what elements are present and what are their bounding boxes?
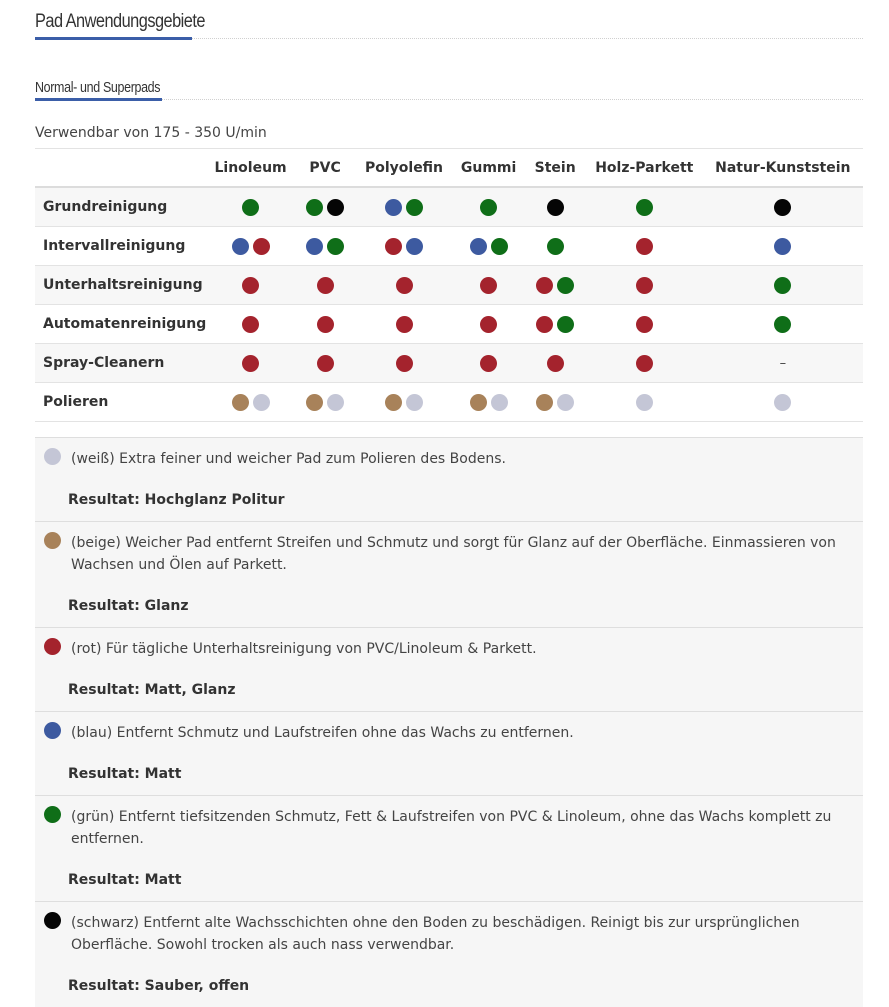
header-empty bbox=[35, 149, 206, 188]
column-header: Polyolefin bbox=[355, 149, 453, 188]
table-cell bbox=[355, 187, 453, 227]
black-pad-dot bbox=[774, 199, 791, 216]
table-cell bbox=[355, 344, 453, 383]
legend-description: (rot) Für tägliche Unterhaltsreinigung von PVC/Linoleum & Parkett. bbox=[71, 641, 537, 657]
table-cell bbox=[355, 266, 453, 305]
blue-pad-dot bbox=[406, 238, 423, 255]
table-cell bbox=[355, 227, 453, 266]
subsection-title: Normal- und Superpads bbox=[35, 80, 161, 96]
green-pad-dot bbox=[480, 199, 497, 216]
column-header: Natur-Kunststein bbox=[703, 149, 863, 188]
green-pad-dot bbox=[44, 806, 61, 823]
legend-result: Resultat: Matt bbox=[68, 872, 182, 888]
legend-description: (schwarz) Entfernt alte Wachsschichten ohne den Boden zu beschädigen. Reinigt bis zur ursprünglichen Oberfläche. Sowohl trocken als auch nass verwendbar. bbox=[71, 915, 800, 953]
beige-pad-dot bbox=[536, 394, 553, 411]
red-pad-dot bbox=[317, 355, 334, 372]
black-pad-dot bbox=[327, 199, 344, 216]
red-pad-dot bbox=[480, 277, 497, 294]
table-cell bbox=[586, 344, 703, 383]
red-pad-dot bbox=[396, 277, 413, 294]
beige-pad-dot bbox=[306, 394, 323, 411]
blue-pad-dot bbox=[774, 238, 791, 255]
table-cell bbox=[703, 187, 863, 227]
rpm-note: Verwendbar von 175 - 350 U/min bbox=[35, 125, 267, 141]
legend-description: (grün) Entfernt tiefsitzenden Schmutz, Fett & Laufstreifen von PVC & Linoleum, ohne das Wachs komplett zu entfernen. bbox=[71, 809, 832, 847]
red-pad-dot bbox=[317, 277, 334, 294]
green-pad-dot bbox=[557, 277, 574, 294]
red-pad-dot bbox=[242, 316, 259, 333]
red-pad-dot bbox=[396, 316, 413, 333]
legend-description: (blau) Entfernt Schmutz und Laufstreifen ohne das Wachs zu entfernen. bbox=[71, 725, 574, 741]
table-cell bbox=[586, 187, 703, 227]
red-pad-dot bbox=[536, 316, 553, 333]
green-pad-dot bbox=[242, 199, 259, 216]
legend-item bbox=[35, 711, 863, 795]
table-cell bbox=[206, 187, 295, 227]
green-pad-dot bbox=[774, 316, 791, 333]
legend-description: (weiß) Extra feiner und weicher Pad zum Polieren des Bodens. bbox=[71, 451, 506, 467]
red-pad-dot bbox=[44, 638, 61, 655]
table-cell bbox=[206, 383, 295, 422]
green-pad-dot bbox=[774, 277, 791, 294]
pad-usage-table bbox=[35, 148, 863, 422]
red-pad-dot bbox=[396, 355, 413, 372]
column-header: Gummi bbox=[453, 149, 525, 188]
red-pad-dot bbox=[636, 277, 653, 294]
black-pad-dot bbox=[44, 912, 61, 929]
heading-underline bbox=[35, 37, 192, 40]
table-cell bbox=[206, 344, 295, 383]
red-pad-dot bbox=[636, 355, 653, 372]
table-cell bbox=[524, 305, 586, 344]
page-title: Pad Anwendungsgebiete bbox=[35, 11, 205, 32]
table-cell bbox=[524, 266, 586, 305]
blue-pad-dot bbox=[232, 238, 249, 255]
table-cell bbox=[524, 383, 586, 422]
red-pad-dot bbox=[242, 277, 259, 294]
table-cell bbox=[703, 383, 863, 422]
section-heading bbox=[35, 8, 863, 39]
blue-pad-dot bbox=[44, 722, 61, 739]
row-label: Automatenreinigung bbox=[35, 305, 206, 344]
green-pad-dot bbox=[636, 199, 653, 216]
table-row bbox=[35, 383, 863, 422]
row-label: Unterhaltsreinigung bbox=[35, 266, 206, 305]
row-label: Spray-Cleanern bbox=[35, 344, 206, 383]
row-label: Polieren bbox=[35, 383, 206, 422]
legend-item bbox=[35, 437, 863, 521]
red-pad-dot bbox=[536, 277, 553, 294]
table-cell bbox=[295, 305, 355, 344]
table-cell bbox=[453, 227, 525, 266]
table-row bbox=[35, 305, 863, 344]
white-pad-dot bbox=[636, 394, 653, 411]
legend-description: (beige) Weicher Pad entfernt Streifen und Schmutz und sorgt für Glanz auf der Oberfläche. Einmassieren von Wachsen und Ölen auf Parkett. bbox=[71, 535, 836, 573]
red-pad-dot bbox=[636, 238, 653, 255]
table-cell bbox=[295, 227, 355, 266]
red-pad-dot bbox=[480, 355, 497, 372]
red-pad-dot bbox=[636, 316, 653, 333]
legend-result: Resultat: Sauber, offen bbox=[68, 978, 250, 994]
white-pad-dot bbox=[44, 448, 61, 465]
table-row bbox=[35, 227, 863, 266]
beige-pad-dot bbox=[44, 532, 61, 549]
red-pad-dot bbox=[253, 238, 270, 255]
row-label: Intervallreinigung bbox=[35, 227, 206, 266]
green-pad-dot bbox=[491, 238, 508, 255]
green-pad-dot bbox=[306, 199, 323, 216]
subheading-underline bbox=[35, 98, 162, 101]
legend-result: Resultat: Matt bbox=[68, 766, 182, 782]
beige-pad-dot bbox=[232, 394, 249, 411]
green-pad-dot bbox=[327, 238, 344, 255]
legend-item bbox=[35, 521, 863, 627]
green-pad-dot bbox=[547, 238, 564, 255]
table-row bbox=[35, 187, 863, 227]
table-cell bbox=[206, 305, 295, 344]
table-row bbox=[35, 344, 863, 383]
table-cell bbox=[453, 266, 525, 305]
table-cell bbox=[295, 383, 355, 422]
table-cell bbox=[453, 305, 525, 344]
subsection-heading bbox=[35, 77, 863, 100]
legend-result: Resultat: Glanz bbox=[68, 598, 189, 614]
white-pad-dot bbox=[774, 394, 791, 411]
row-label: Grundreinigung bbox=[35, 187, 206, 227]
legend-result: Resultat: Hochglanz Politur bbox=[68, 492, 285, 508]
table-cell bbox=[295, 344, 355, 383]
beige-pad-dot bbox=[385, 394, 402, 411]
white-pad-dot bbox=[557, 394, 574, 411]
table-cell bbox=[703, 305, 863, 344]
table-cell bbox=[453, 383, 525, 422]
table-cell bbox=[586, 383, 703, 422]
table-cell bbox=[586, 227, 703, 266]
table-cell bbox=[703, 227, 863, 266]
green-pad-dot bbox=[406, 199, 423, 216]
black-pad-dot bbox=[547, 199, 564, 216]
green-pad-dot bbox=[557, 316, 574, 333]
table-cell bbox=[453, 344, 525, 383]
table-cell bbox=[524, 344, 586, 383]
table-cell: – bbox=[703, 344, 863, 383]
blue-pad-dot bbox=[385, 199, 402, 216]
column-header: Holz-Parkett bbox=[586, 149, 703, 188]
table-cell bbox=[586, 266, 703, 305]
red-pad-dot bbox=[385, 238, 402, 255]
table-cell bbox=[206, 266, 295, 305]
table-cell bbox=[586, 305, 703, 344]
table-row bbox=[35, 266, 863, 305]
table-cell bbox=[524, 187, 586, 227]
table-cell bbox=[355, 305, 453, 344]
table-cell bbox=[206, 227, 295, 266]
white-pad-dot bbox=[327, 394, 344, 411]
white-pad-dot bbox=[253, 394, 270, 411]
legend-item bbox=[35, 627, 863, 711]
table-cell bbox=[453, 187, 525, 227]
table-header-row bbox=[35, 149, 863, 188]
column-header: Linoleum bbox=[206, 149, 295, 188]
legend-item bbox=[35, 795, 863, 901]
red-pad-dot bbox=[317, 316, 334, 333]
legend-result: Resultat: Matt, Glanz bbox=[68, 682, 236, 698]
beige-pad-dot bbox=[470, 394, 487, 411]
table-cell bbox=[355, 383, 453, 422]
legend-list bbox=[35, 437, 863, 1007]
red-pad-dot bbox=[242, 355, 259, 372]
red-pad-dot bbox=[480, 316, 497, 333]
table-cell bbox=[703, 266, 863, 305]
table-body bbox=[35, 187, 863, 422]
column-header: Stein bbox=[524, 149, 586, 188]
column-header: PVC bbox=[295, 149, 355, 188]
white-pad-dot bbox=[491, 394, 508, 411]
legend-item bbox=[35, 901, 863, 1007]
table-cell bbox=[524, 227, 586, 266]
blue-pad-dot bbox=[470, 238, 487, 255]
table-cell bbox=[295, 266, 355, 305]
white-pad-dot bbox=[406, 394, 423, 411]
red-pad-dot bbox=[547, 355, 564, 372]
blue-pad-dot bbox=[306, 238, 323, 255]
table-cell bbox=[295, 187, 355, 227]
